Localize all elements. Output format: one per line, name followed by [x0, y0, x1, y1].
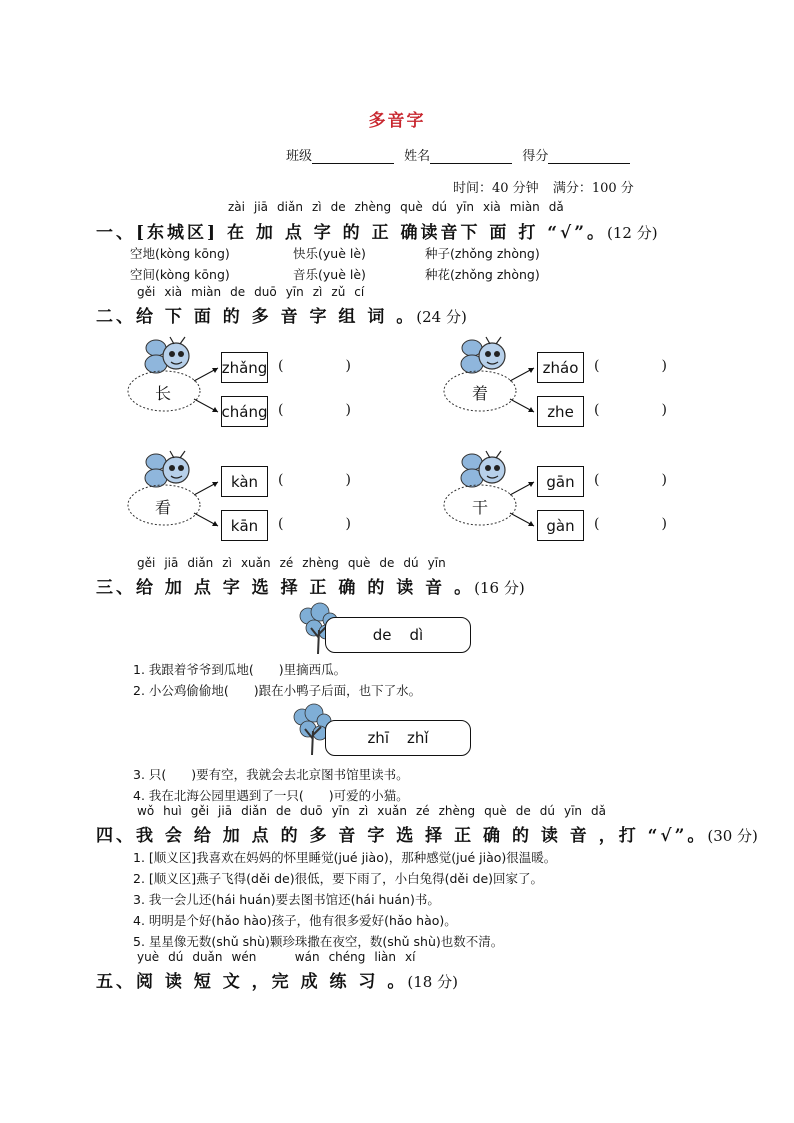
pinyin-syllable: yīn: [285, 285, 304, 299]
pinyin-syllable: gěi: [137, 556, 156, 570]
section4-pinyin: [137, 804, 615, 818]
bee-oval-diagram-4: [444, 450, 544, 550]
bee-icon: [145, 337, 189, 373]
reading-option: dì: [409, 626, 424, 644]
score-label: 得分: [522, 149, 549, 164]
section2-heading: 二、给 下 面 的 多 音 字 组 词 。(24 分): [96, 307, 467, 327]
answer-paren[interactable]: ( ): [594, 358, 667, 374]
answer-paren[interactable]: ( ): [594, 402, 667, 418]
pinyin-syllable: cí: [354, 285, 365, 299]
class-blank[interactable]: [312, 150, 394, 164]
word-choice[interactable]: 种花(zhǒng zhòng): [425, 267, 540, 282]
pinyin-syllable: zì: [311, 200, 322, 214]
pinyin-syllable: duǎn: [192, 950, 223, 964]
pinyin-syllable: gěi: [137, 285, 156, 299]
question-item: 2. [顺义区]燕子飞得(děi de)很低，要下雨了，小白兔得(děi de)回家了。: [133, 871, 544, 886]
pinyin-syllable: yīn: [331, 804, 350, 818]
answer-paren[interactable]: ( ): [278, 402, 351, 418]
section3-pinyin: [137, 556, 455, 570]
pinyin-syllable: zé: [279, 556, 294, 570]
pinyin-syllable: zì: [358, 804, 369, 818]
time-text: 时间：40 分钟: [453, 181, 539, 196]
answer-paren[interactable]: ( ): [594, 516, 667, 532]
question-item: 3. 我一会儿还(hái huán)要去图书馆还(hái huán)书。: [133, 892, 440, 907]
pinyin-syllable: zài: [228, 200, 245, 214]
pinyin-syllable: [265, 950, 285, 964]
polyphone-char: 着: [472, 384, 489, 403]
word-choice[interactable]: 音乐(yuè lè): [293, 267, 366, 282]
score-blank[interactable]: [548, 150, 630, 164]
reading-option: de: [372, 626, 392, 644]
section1-grid-row1: [130, 244, 540, 262]
pinyin-syllable: xí: [405, 950, 416, 964]
answer-paren[interactable]: ( ): [278, 472, 351, 488]
pinyin-syllable: dú: [539, 804, 555, 818]
question-item: 5. 星星像无数(shǔ shù)颗珍珠撒在夜空，数(shǔ shù)也数不清。: [133, 934, 504, 949]
pinyin-syllable: diǎn: [187, 556, 214, 570]
bee-oval-diagram-3: [128, 450, 228, 550]
reading-box: zháo: [537, 352, 584, 383]
reading-box: gān: [537, 466, 584, 497]
answer-paren[interactable]: ( ): [278, 358, 351, 374]
pinyin-syllable: duō: [300, 804, 323, 818]
pinyin-syllable: zì: [222, 556, 232, 570]
pinyin-syllable: huì: [163, 804, 182, 818]
reading-choice-box-1: [325, 617, 471, 653]
full-score-text: 满分：100 分: [552, 181, 634, 196]
section1-heading: 一、[东城区] 在 加 点 字 的 正 确读音下 面 打 “√”。(12 分): [96, 223, 658, 243]
pinyin-syllable: què: [347, 556, 371, 570]
word-choice[interactable]: 空地(kòng kōng): [130, 246, 230, 261]
pinyin-syllable: de: [515, 804, 531, 818]
reading-option: zhǐ: [407, 729, 429, 747]
pinyin-syllable: zhèng: [438, 804, 476, 818]
answer-paren[interactable]: ( ): [594, 472, 667, 488]
question-item: 2. 小公鸡偷偷地( )跟在小鸭子后面，也下了水。: [133, 683, 422, 698]
reading-box: kān: [221, 510, 268, 541]
pinyin-syllable: zé: [415, 804, 430, 818]
pinyin-syllable: yīn: [563, 804, 583, 818]
time-info: [453, 177, 634, 196]
word-choice[interactable]: 空间(kòng kōng): [130, 267, 230, 282]
pinyin-syllable: de: [230, 285, 246, 299]
bee-icon: [461, 451, 505, 487]
reading-box: zhe: [537, 396, 584, 427]
pinyin-syllable: wán: [294, 950, 320, 964]
bee-icon: [461, 337, 505, 373]
section2-pinyin: [137, 285, 373, 299]
section1-pinyin: [228, 200, 573, 214]
answer-paren[interactable]: ( ): [278, 516, 351, 532]
pinyin-syllable: miàn: [191, 285, 222, 299]
question-item: 4. 我在北海公园里遇到了一只( )可爱的小猫。: [133, 788, 409, 803]
pinyin-syllable: zhèng: [302, 556, 339, 570]
pinyin-syllable: de: [330, 200, 346, 214]
pinyin-syllable: yīn: [427, 556, 446, 570]
pinyin-syllable: xià: [483, 200, 501, 214]
name-blank[interactable]: [430, 150, 512, 164]
pinyin-syllable: duō: [254, 285, 277, 299]
pinyin-syllable: chéng: [328, 950, 366, 964]
class-label: 班级: [286, 149, 313, 164]
reading-box: gàn: [537, 510, 584, 541]
reading-box: zhǎng: [221, 352, 268, 383]
bee-icon: [145, 451, 189, 487]
pinyin-syllable: xuǎn: [240, 556, 271, 570]
pinyin-syllable: miàn: [509, 200, 540, 214]
word-choice[interactable]: 快乐(yuè lè): [293, 246, 366, 261]
pinyin-syllable: dú: [168, 950, 184, 964]
student-info-line: [286, 145, 630, 164]
question-item: 3. 只( )要有空，我就会去北京图书馆里读书。: [133, 767, 409, 782]
pinyin-syllable: de: [379, 556, 395, 570]
reading-option: zhī: [367, 729, 389, 747]
pinyin-syllable: wǒ: [137, 804, 155, 818]
pinyin-syllable: zǔ: [331, 285, 346, 299]
question-item: 4. 明明是个好(hǎo hào)孩子，他有很多爱好(hǎo hào)。: [133, 913, 457, 928]
pinyin-syllable: dú: [431, 200, 447, 214]
pinyin-syllable: dǎ: [591, 804, 607, 818]
question-item: 1. 我跟着爷爷到瓜地( )里摘西瓜。: [133, 662, 347, 677]
polyphone-char: 长: [155, 384, 172, 403]
pinyin-syllable: zhèng: [354, 200, 392, 214]
bee-oval-diagram-2: [444, 336, 544, 436]
section4-heading: 四、我 会 给 加 点 的 多 音 字 选 择 正 确 的 读 音 ，打 “√”。(30 分): [96, 826, 758, 846]
bee-oval-diagram-1: [128, 336, 228, 436]
pinyin-syllable: dǎ: [548, 200, 564, 214]
pinyin-syllable: diǎn: [241, 804, 267, 818]
section5-pinyin: [137, 950, 424, 964]
page-title: 多音字: [368, 111, 426, 131]
pinyin-syllable: wén: [231, 950, 257, 964]
pinyin-syllable: liàn: [374, 950, 397, 964]
pinyin-syllable: jiā: [254, 200, 269, 214]
pinyin-syllable: què: [484, 804, 507, 818]
section3-heading: 三、给 加 点 字 选 择 正 确 的 读 音 。(16 分): [96, 578, 525, 598]
reading-box: cháng: [221, 396, 268, 427]
name-label: 姓名: [404, 149, 431, 164]
reading-choice-box-2: [325, 720, 471, 756]
pinyin-syllable: dú: [403, 556, 419, 570]
pinyin-syllable: de: [276, 804, 291, 818]
word-choice[interactable]: 种子(zhǒng zhòng): [425, 246, 540, 261]
section5-heading: 五、阅 读 短 文 ，完 成 练 习 。(18 分): [96, 972, 458, 992]
pinyin-syllable: què: [400, 200, 423, 214]
pinyin-syllable: jiā: [218, 804, 233, 818]
pinyin-syllable: xuǎn: [377, 804, 407, 818]
reading-box: kàn: [221, 466, 268, 497]
pinyin-syllable: jiā: [164, 556, 179, 570]
polyphone-char: 看: [155, 498, 172, 517]
pinyin-syllable: gěi: [190, 804, 210, 818]
pinyin-syllable: xià: [164, 285, 183, 299]
pinyin-syllable: yīn: [455, 200, 474, 214]
pinyin-syllable: diǎn: [277, 200, 303, 214]
pinyin-syllable: zì: [312, 285, 323, 299]
question-item: 1. [顺义区]我喜欢在妈妈的怀里睡觉(jué jiào)，那种感觉(jué jiào)很温暖。: [133, 850, 557, 865]
pinyin-syllable: yuè: [137, 950, 160, 964]
polyphone-char: 干: [472, 498, 489, 517]
section1-grid-row2: [130, 265, 540, 283]
